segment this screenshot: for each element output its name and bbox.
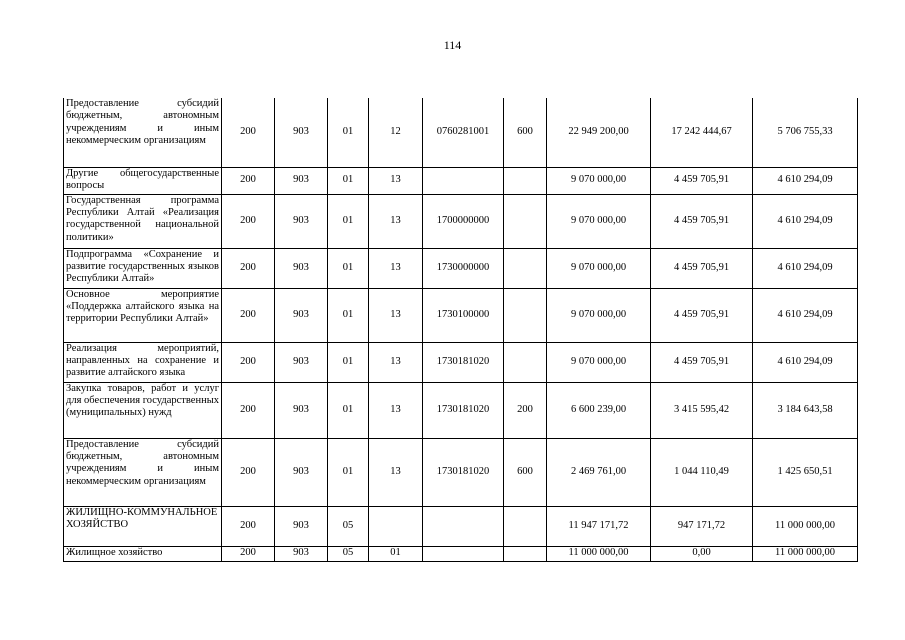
amount3-cell: 4 610 294,09 — [753, 288, 858, 342]
table-row — [64, 342, 858, 382]
code1-cell: 200 — [222, 248, 275, 288]
expense-kind-cell: 600 — [504, 98, 547, 167]
code2-cell: 903 — [275, 342, 328, 382]
target-article-cell: 1700000000 — [423, 194, 504, 248]
code2-cell: 903 — [275, 98, 328, 167]
code1-cell: 200 — [222, 288, 275, 342]
amount3-cell: 3 184 643,58 — [753, 382, 858, 438]
expense-kind-cell — [504, 167, 547, 194]
amount1-cell: 2 469 761,00 — [547, 438, 651, 506]
expense-kind-cell — [504, 248, 547, 288]
code2-cell: 903 — [275, 438, 328, 506]
section-cell: 01 — [328, 382, 369, 438]
code1-cell: 200 — [222, 506, 275, 546]
table-row — [64, 288, 858, 342]
row-name-cell: Другие общегосударственные вопросы — [64, 167, 222, 194]
target-article-cell — [423, 546, 504, 561]
subsection-cell: 13 — [369, 248, 423, 288]
amount2-cell: 4 459 705,91 — [651, 248, 753, 288]
amount1-cell: 22 949 200,00 — [547, 98, 651, 167]
table-row — [64, 98, 858, 167]
target-article-cell: 1730000000 — [423, 248, 504, 288]
section-cell: 05 — [328, 506, 369, 546]
expense-kind-cell — [504, 194, 547, 248]
expense-kind-cell — [504, 546, 547, 561]
page-number: 114 — [443, 38, 462, 52]
amount1-cell: 9 070 000,00 — [547, 248, 651, 288]
code2-cell: 903 — [275, 546, 328, 561]
section-cell: 01 — [328, 438, 369, 506]
target-article-cell: 1730181020 — [423, 382, 504, 438]
code1-cell: 200 — [222, 382, 275, 438]
amount2-cell: 1 044 110,49 — [651, 438, 753, 506]
amount2-cell: 3 415 595,42 — [651, 382, 753, 438]
expense-kind-cell — [504, 288, 547, 342]
amount3-cell: 4 610 294,09 — [753, 342, 858, 382]
code2-cell: 903 — [275, 288, 328, 342]
expense-kind-cell — [504, 506, 547, 546]
table-row — [64, 506, 858, 546]
target-article-cell: 1730100000 — [423, 288, 504, 342]
code2-cell: 903 — [275, 248, 328, 288]
section-cell: 01 — [328, 288, 369, 342]
section-cell: 05 — [328, 546, 369, 561]
subsection-cell: 12 — [369, 98, 423, 167]
amount1-cell: 9 070 000,00 — [547, 288, 651, 342]
section-cell: 01 — [328, 167, 369, 194]
amount3-cell: 4 610 294,09 — [753, 248, 858, 288]
subsection-cell: 13 — [369, 167, 423, 194]
amount2-cell: 947 171,72 — [651, 506, 753, 546]
target-article-cell — [423, 506, 504, 546]
code1-cell: 200 — [222, 98, 275, 167]
target-article-cell: 0760281001 — [423, 98, 504, 167]
section-cell: 01 — [328, 98, 369, 167]
code1-cell: 200 — [222, 546, 275, 561]
amount3-cell: 5 706 755,33 — [753, 98, 858, 167]
amount2-cell: 4 459 705,91 — [651, 194, 753, 248]
code1-cell: 200 — [222, 342, 275, 382]
code1-cell: 200 — [222, 167, 275, 194]
section-cell: 01 — [328, 248, 369, 288]
amount3-cell: 4 610 294,09 — [753, 167, 858, 194]
subsection-cell — [369, 506, 423, 546]
table-row — [64, 194, 858, 248]
amount2-cell: 4 459 705,91 — [651, 288, 753, 342]
code2-cell: 903 — [275, 167, 328, 194]
code2-cell: 903 — [275, 382, 328, 438]
expense-kind-cell: 600 — [504, 438, 547, 506]
subsection-cell: 01 — [369, 546, 423, 561]
subsection-cell: 13 — [369, 342, 423, 382]
amount3-cell: 4 610 294,09 — [753, 194, 858, 248]
amount3-cell: 11 000 000,00 — [753, 546, 858, 561]
row-name-cell: Закупка товаров, работ и услуг для обеспечения государственных (муниципальных) нужд — [64, 382, 222, 438]
subsection-cell: 13 — [369, 288, 423, 342]
amount2-cell: 4 459 705,91 — [651, 167, 753, 194]
amount1-cell: 9 070 000,00 — [547, 342, 651, 382]
code2-cell: 903 — [275, 194, 328, 248]
budget-table — [63, 98, 858, 562]
row-name-cell: Основное мероприятие «Поддержка алтайского языка на территории Республики Алтай» — [64, 288, 222, 342]
target-article-cell — [423, 167, 504, 194]
row-name-cell: ЖИЛИЩНО-КОММУНАЛЬНОЕ ХОЗЯЙСТВО — [64, 506, 222, 546]
amount1-cell: 11 947 171,72 — [547, 506, 651, 546]
amount1-cell: 9 070 000,00 — [547, 167, 651, 194]
amount3-cell: 1 425 650,51 — [753, 438, 858, 506]
amount1-cell: 11 000 000,00 — [547, 546, 651, 561]
table-row — [64, 382, 858, 438]
row-name-cell: Реализация мероприятий, направленных на сохранение и развитие алтайского языка — [64, 342, 222, 382]
code1-cell: 200 — [222, 438, 275, 506]
code2-cell: 903 — [275, 506, 328, 546]
amount2-cell: 17 242 444,67 — [651, 98, 753, 167]
subsection-cell: 13 — [369, 382, 423, 438]
table-row — [64, 546, 858, 561]
target-article-cell: 1730181020 — [423, 438, 504, 506]
subsection-cell: 13 — [369, 194, 423, 248]
row-name-cell: Предоставление субсидий бюджетным, автономным учреждениям и иным некоммерческим организациям — [64, 98, 222, 167]
amount2-cell: 4 459 705,91 — [651, 342, 753, 382]
amount2-cell: 0,00 — [651, 546, 753, 561]
table-row — [64, 438, 858, 506]
amount1-cell: 6 600 239,00 — [547, 382, 651, 438]
amount1-cell: 9 070 000,00 — [547, 194, 651, 248]
expense-kind-cell: 200 — [504, 382, 547, 438]
row-name-cell: Предоставление субсидий бюджетным, автономным учреждениям и иным некоммерческим организациям — [64, 438, 222, 506]
code1-cell: 200 — [222, 194, 275, 248]
subsection-cell: 13 — [369, 438, 423, 506]
amount3-cell: 11 000 000,00 — [753, 506, 858, 546]
table-row — [64, 248, 858, 288]
row-name-cell: Государственная программа Республики Алтай «Реализация государственной национальной политики» — [64, 194, 222, 248]
row-name-cell: Жилищное хозяйство — [64, 546, 222, 561]
target-article-cell: 1730181020 — [423, 342, 504, 382]
table-row — [64, 167, 858, 194]
section-cell: 01 — [328, 342, 369, 382]
row-name-cell: Подпрограмма «Сохранение и развитие государственных языков Республики Алтай» — [64, 248, 222, 288]
section-cell: 01 — [328, 194, 369, 248]
expense-kind-cell — [504, 342, 547, 382]
